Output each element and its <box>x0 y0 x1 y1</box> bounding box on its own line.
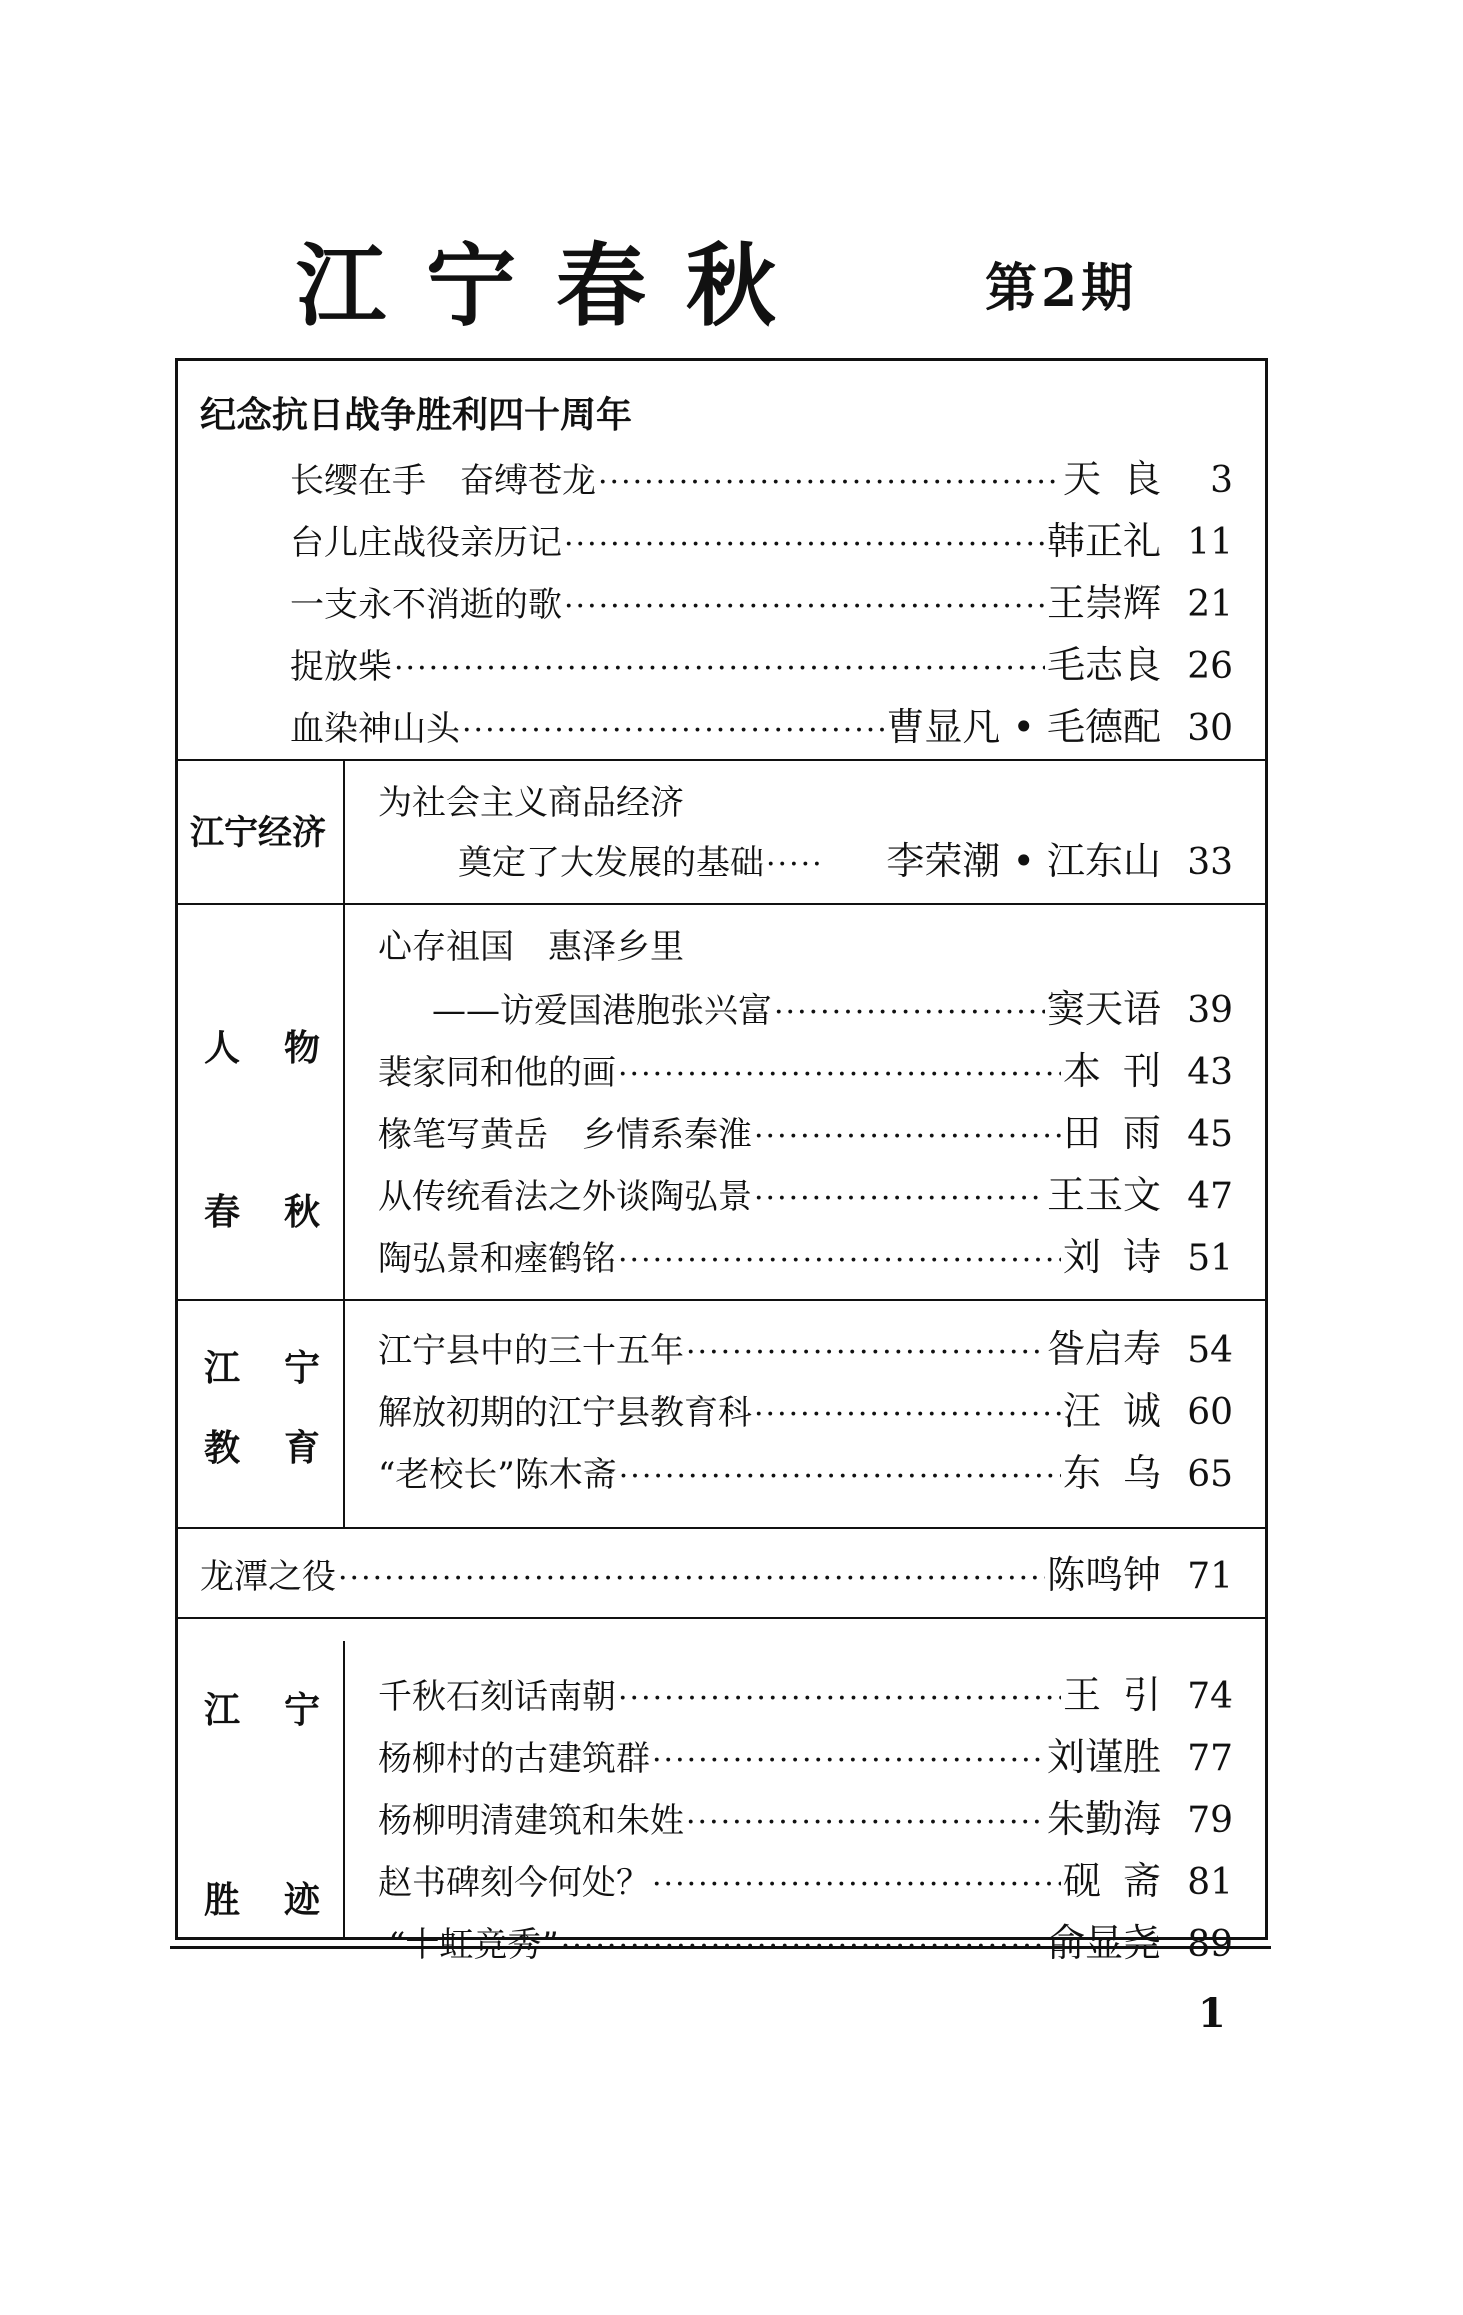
toc-entry[interactable] <box>432 981 1233 1037</box>
entry-title: 杨柳明清建筑和朱姓 <box>378 1801 684 1841</box>
entry-author: 窦天语 <box>1046 987 1161 1031</box>
entry-page: 79 <box>1187 1800 1233 1841</box>
toc-entry[interactable] <box>290 699 1233 755</box>
entry-page: 33 <box>1187 842 1233 883</box>
entry-page: 11 <box>1187 522 1233 563</box>
section-label: 胜 迹 <box>204 1880 320 1921</box>
entry-title: 台儿庄战役亲历记 <box>290 523 562 563</box>
section-education <box>178 1299 1265 1529</box>
toc-entry[interactable] <box>378 1383 1233 1439</box>
section-longtan <box>178 1527 1265 1619</box>
entry-title: 血染神山头 <box>290 709 460 749</box>
entry-title: 陶弘景和瘗鹤铭 <box>378 1239 616 1279</box>
section-label: 春 秋 <box>204 1192 320 1233</box>
table-of-contents <box>175 358 1268 1965</box>
section-sites <box>178 1617 1265 1965</box>
entry-author: 韩正礼 <box>1046 519 1161 563</box>
toc-entry[interactable] <box>378 1445 1233 1501</box>
entry-title: 从传统看法之外谈陶弘景 <box>378 1177 752 1217</box>
entry-page: 45 <box>1187 1114 1233 1155</box>
entry-page: 30 <box>1187 708 1233 749</box>
masthead <box>0 232 1463 342</box>
entry-page: 43 <box>1187 1052 1233 1093</box>
toc-entry[interactable] <box>378 1321 1233 1377</box>
entry-page: 51 <box>1187 1238 1233 1279</box>
entry-author: 汪诚 <box>1062 1389 1183 1433</box>
entry-title: 千秋石刻话南朝 <box>378 1677 616 1717</box>
toc-entry[interactable] <box>290 513 1233 569</box>
section-label: 江 宁 <box>204 1348 320 1389</box>
entry-author: 刘谨胜 <box>1046 1735 1161 1779</box>
entry-author: 刘诗 <box>1062 1235 1183 1279</box>
entry-title: 一支永不消逝的歌 <box>290 585 562 625</box>
entry-author: 田雨 <box>1062 1111 1183 1155</box>
entry-page: 3 <box>1210 460 1233 501</box>
section-anniversary <box>178 361 1265 819</box>
toc-entry[interactable] <box>290 451 1233 507</box>
entry-page: 65 <box>1187 1454 1233 1495</box>
section-economy <box>178 759 1265 905</box>
entry-title: 长缨在手 奋缚苍龙 <box>290 461 596 501</box>
entry-title: 赵书碑刻今何处？ <box>378 1863 650 1903</box>
entry-author: 毛志良 <box>1046 643 1161 687</box>
entry-author: 朱勤海 <box>1046 1797 1161 1841</box>
toc-entry[interactable] <box>290 575 1233 631</box>
entry-author: 本刊 <box>1062 1049 1183 1093</box>
entry-page: 39 <box>1187 990 1233 1031</box>
toc-entry[interactable] <box>200 1547 1233 1603</box>
toc-entry[interactable] <box>378 1229 1233 1285</box>
entry-page: 89 <box>1187 1924 1233 1965</box>
entry-title: 捉放柴 <box>290 647 392 687</box>
toc-entry[interactable] <box>378 1667 1233 1723</box>
entry-title-line1: 为社会主义商品经济 <box>378 783 684 823</box>
section-heading: 纪念抗日战争胜利四十周年 <box>200 395 633 436</box>
entry-page: 47 <box>1187 1176 1233 1217</box>
entry-title: 龙潭之役 <box>200 1557 336 1597</box>
page-number: 1 <box>1198 1990 1226 2037</box>
section-label: 江 宁 <box>204 1690 320 1731</box>
issue-number: 第2期 <box>985 258 1138 319</box>
entry-page: 71 <box>1187 1556 1233 1597</box>
journal-title: 江宁春秋 <box>296 234 816 339</box>
toc-entry[interactable] <box>378 1167 1233 1223</box>
section-label: 人 物 <box>204 1028 320 1069</box>
section-label: 教 育 <box>204 1428 320 1469</box>
entry-page: 74 <box>1187 1676 1233 1717</box>
entry-title-line2: 奠定了大发展的基础 <box>458 843 764 883</box>
section-people <box>178 903 1265 1301</box>
entry-author: 王崇辉 <box>1046 581 1161 625</box>
entry-title: “十虹竞秀” <box>388 1925 559 1965</box>
section-label: 江宁经济 <box>190 813 326 853</box>
entry-author: 王引 <box>1062 1673 1183 1717</box>
entry-page: 77 <box>1187 1738 1233 1779</box>
entry-page: 26 <box>1187 646 1233 687</box>
entry-author: 俞显尧 <box>1046 1921 1161 1965</box>
entry-title: 裴家同和他的画 <box>378 1053 616 1093</box>
entry-title: 解放初期的江宁县教育科 <box>378 1393 752 1433</box>
entry-author: 曹显凡 • 毛德配 <box>886 705 1161 749</box>
toc-entry[interactable] <box>378 1105 1233 1161</box>
toc-entry[interactable] <box>388 1915 1233 1971</box>
entry-title-line2: ——访爱国港胞张兴富 <box>432 991 772 1031</box>
toc-entry[interactable] <box>290 637 1233 693</box>
toc-entry[interactable] <box>378 1853 1233 1909</box>
entry-title: 椽笔写黄岳 乡情系秦淮 <box>378 1115 752 1155</box>
entry-author: 砚斋 <box>1062 1859 1183 1903</box>
entry-author: 陈鸣钟 <box>1046 1553 1161 1597</box>
entry-author: 东乌 <box>1062 1451 1183 1495</box>
entry-page: 81 <box>1187 1862 1233 1903</box>
entry-author: 天良 <box>1062 457 1183 501</box>
entry-title: “老校长”陈木斋 <box>378 1455 617 1495</box>
entry-page: 54 <box>1187 1330 1233 1371</box>
entry-title: 杨柳村的古建筑群 <box>378 1739 650 1779</box>
toc-entry[interactable] <box>458 833 1233 889</box>
entry-page: 60 <box>1187 1392 1233 1433</box>
entry-author: 王玉文 <box>1046 1173 1161 1217</box>
entry-author: 昝启寿 <box>1046 1327 1161 1371</box>
toc-entry[interactable] <box>378 1791 1233 1847</box>
entry-page: 21 <box>1187 584 1233 625</box>
entry-title: 江宁县中的三十五年 <box>378 1331 684 1371</box>
toc-entry[interactable] <box>378 1043 1233 1099</box>
entry-author: 李荣潮 • 江东山 <box>886 839 1161 883</box>
entry-title-line1: 心存祖国 惠泽乡里 <box>378 927 684 967</box>
toc-entry[interactable] <box>378 1729 1233 1785</box>
